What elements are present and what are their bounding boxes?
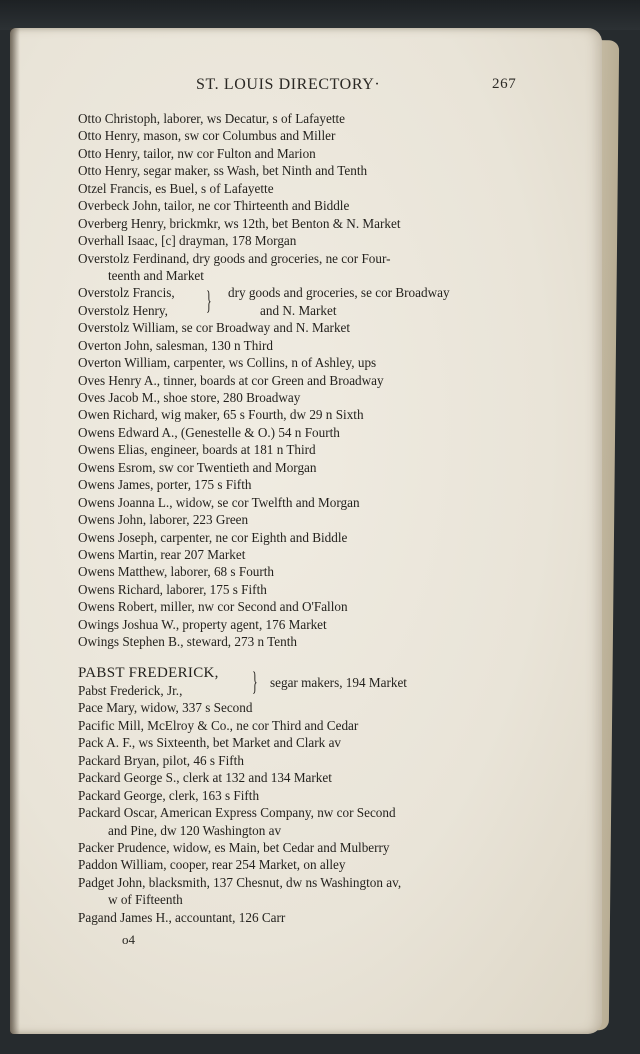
- entry-line: Overstolz William, se cor Broadway and N. Market: [78, 320, 351, 336]
- entry-line: Oves Henry A., tinner, boards at cor Green and Broadway: [78, 372, 384, 388]
- entry-name: Overstolz Henry,: [78, 302, 168, 318]
- entry-line: Owens Robert, miller, nw cor Second and O'Fallon: [78, 599, 348, 615]
- page-number: 267: [492, 76, 517, 92]
- entry-line: Owens Martin, rear 207 Market: [78, 546, 246, 562]
- entry-line: Otto Christoph, laborer, ws Decatur, s of Lafayette: [78, 111, 346, 126]
- entry-line: Owens Joseph, carpenter, ne cor Eighth and Biddle: [78, 529, 348, 545]
- entry-line: Oves Jacob M., shoe store, 280 Broadway: [78, 390, 301, 406]
- entry-line: Owen Richard, wig maker, 65 s Fourth, dw 29 n Sixth: [78, 407, 364, 423]
- entry-line: Packard George, clerk, 163 s Fifth: [78, 787, 260, 803]
- entry-line: Otto Henry, mason, sw cor Columbus and Miller: [78, 128, 336, 144]
- shared-description: dry goods and groceries, se cor Broadway: [228, 285, 450, 301]
- entry-line: Owens Edward A., (Genestelle & O.) 54 n Fourth: [78, 424, 340, 440]
- directory-entries: [78, 110, 528, 926]
- entry-continuation: w of Fifteenth: [108, 892, 183, 908]
- entry-name: Overstolz Francis,: [78, 285, 175, 301]
- overstolz-brace-entry: [78, 284, 528, 319]
- entry-line: Packard Bryan, pilot, 46 s Fifth: [78, 752, 244, 768]
- entry-line: Owings Joshua W., property agent, 176 Market: [78, 616, 327, 632]
- entry-name-heading: PABST FREDERICK,: [78, 664, 219, 681]
- entry-line: Owings Stephen B., steward, 273 n Tenth: [78, 634, 297, 650]
- section-gap: [78, 651, 528, 665]
- shared-description: segar makers, 194 Market: [270, 674, 407, 690]
- running-head: ST. LOUIS DIRECTORY·: [196, 76, 381, 93]
- entry-line: Owens Matthew, laborer, 68 s Fourth: [78, 564, 275, 580]
- entry-line: Padget John, blacksmith, 137 Chesnut, dw ns Washington av,: [78, 874, 402, 890]
- entry-line: Pace Mary, widow, 337 s Second: [78, 700, 253, 716]
- entry-line: Overberg Henry, brickmkr, ws 12th, bet Benton & N. Market: [78, 215, 401, 231]
- backdrop: [0, 0, 640, 30]
- spine-shadow: [10, 28, 20, 1034]
- entry-line: Overhall Isaac, [c] drayman, 178 Morgan: [78, 233, 297, 249]
- entry-line: Owens Elias, engineer, boards at 181 n Third: [78, 442, 316, 458]
- entry-line: Owens Esrom, sw cor Twentieth and Morgan: [78, 459, 317, 475]
- entry-continuation: and Pine, dw 120 Washington av: [108, 822, 282, 838]
- entry-line: Overton John, salesman, 130 n Third: [78, 337, 273, 353]
- shared-description: and N. Market: [260, 302, 337, 318]
- brace-mark: }: [206, 286, 212, 316]
- entry-line: Owens Richard, laborer, 175 s Fifth: [78, 581, 267, 597]
- entry-name: Pabst Frederick, Jr.,: [78, 683, 183, 699]
- entry-line: Otzel Francis, es Buel, s of Lafayette: [78, 180, 274, 196]
- entry-line: Overstolz Ferdinand, dry goods and groceries, ne cor Four-: [78, 250, 391, 266]
- entry-line: Pacific Mill, McElroy & Co., ne cor Third and Cedar: [78, 717, 359, 733]
- entry-line: Packard Oscar, American Express Company, nw cor Second: [78, 805, 396, 821]
- entry-line: Packer Prudence, widow, es Main, bet Cedar and Mulberry: [78, 839, 390, 855]
- entry-line: Otto Henry, segar maker, ss Wash, bet Ninth and Tenth: [78, 163, 368, 179]
- entry-continuation: teenth and Market: [108, 267, 204, 283]
- entry-line: Overton William, carpenter, ws Collins, n of Ashley, ups: [78, 355, 377, 371]
- entry-line: Paddon William, cooper, rear 254 Market, on alley: [78, 857, 346, 873]
- pabst-brace-entry: [78, 665, 528, 700]
- entry-line: Otto Henry, tailor, nw cor Fulton and Marion: [78, 145, 316, 161]
- entry-line: Overbeck John, tailor, ne cor Thirteenth and Biddle: [78, 198, 350, 214]
- entry-line: Pack A. F., ws Sixteenth, bet Market and Clark av: [78, 735, 342, 751]
- entry-line: Owens John, laborer, 223 Green: [78, 512, 249, 528]
- entry-line: Packard George S., clerk at 132 and 134 Market: [78, 770, 332, 786]
- page-header: [0, 76, 640, 98]
- signature-mark: o4: [122, 932, 135, 947]
- entry-line: Pagand James H., accountant, 126 Carr: [78, 909, 286, 925]
- entry-line: Owens Joanna L., widow, se cor Twelfth and Morgan: [78, 494, 360, 510]
- brace-mark: }: [252, 666, 258, 696]
- entry-line: Owens James, porter, 175 s Fifth: [78, 477, 252, 493]
